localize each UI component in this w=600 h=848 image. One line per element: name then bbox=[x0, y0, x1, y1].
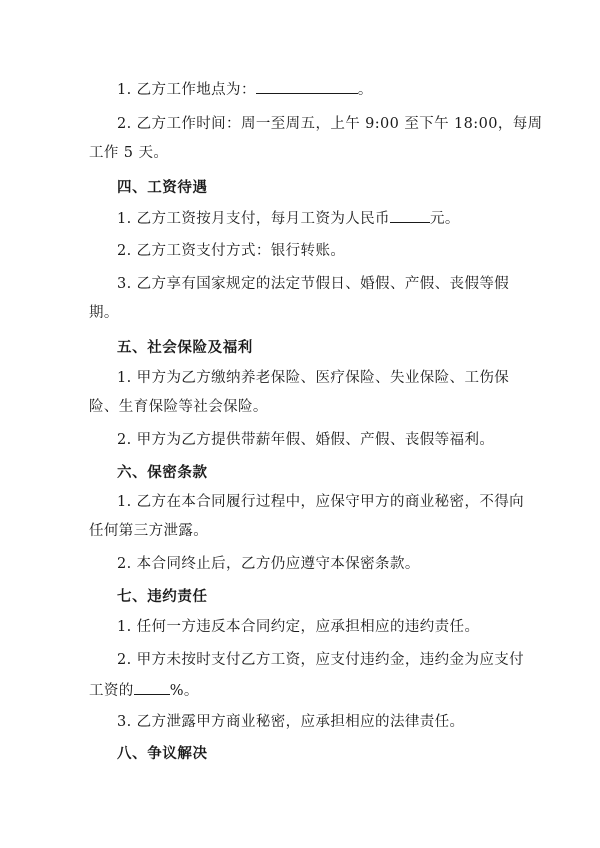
benefits-line: 2. 甲方为乙方提供带薪年假、婚假、产假、丧假等福利。 bbox=[117, 432, 495, 448]
insurance-line2: 险、生育保险等社会保险。 bbox=[89, 399, 268, 415]
penalty-percent-blank bbox=[134, 680, 170, 695]
insurance-line1: 1. 甲方为乙方缴纳养老保险、医疗保险、失业保险、工伤保 bbox=[117, 370, 510, 386]
work-location-blank bbox=[256, 79, 358, 94]
confidentiality-line1: 1. 乙方在本合同履行过程中，应保守甲方的商业秘密，不得向 bbox=[117, 494, 525, 510]
confidentiality-line2: 任何第三方泄露。 bbox=[89, 523, 209, 539]
work-location-text: 1. 乙方工作地点为： bbox=[117, 82, 256, 98]
salary-payment-method: 2. 乙方工资支付方式：银行转账。 bbox=[117, 243, 346, 259]
confidentiality-after-termination: 2. 本合同终止后，乙方仍应遵守本保密条款。 bbox=[117, 556, 420, 572]
section-7-title: 七、违约责任 bbox=[117, 589, 208, 605]
salary-amount-text: 1. 乙方工资按月支付，每月工资为人民币 bbox=[117, 211, 390, 227]
section-5-title: 五、社会保险及福利 bbox=[117, 340, 253, 356]
section-4-title: 四、工资待遇 bbox=[117, 180, 208, 196]
salary-amount-blank bbox=[390, 208, 430, 223]
salary-amount-line bbox=[117, 208, 460, 229]
section-8-title: 八、争议解决 bbox=[117, 746, 208, 762]
penalty-text: 工资的 bbox=[89, 683, 134, 699]
penalty-line2 bbox=[89, 680, 199, 701]
salary-amount-suffix: 元。 bbox=[429, 211, 460, 227]
section-6-title: 六、保密条款 bbox=[117, 465, 208, 481]
work-hours-line2: 工作 5 天。 bbox=[89, 145, 169, 161]
work-location-line bbox=[117, 79, 373, 100]
penalty-line1: 2. 甲方未按时支付乙方工资，应支付违约金，违约金为应支付 bbox=[117, 652, 525, 668]
leak-liability-line: 3. 乙方泄露甲方商业秘密，应承担相应的法律责任。 bbox=[117, 714, 465, 730]
work-hours-line1: 2. 乙方工作时间：周一至周五，上午 9:00 至下午 18:00，每周 bbox=[117, 116, 543, 132]
penalty-suffix: %。 bbox=[169, 683, 199, 699]
breach-line: 1. 任何一方违反本合同约定，应承担相应的违约责任。 bbox=[117, 619, 480, 635]
holiday-line1: 3. 乙方享有国家规定的法定节假日、婚假、产假、丧假等假 bbox=[117, 276, 510, 292]
holiday-line2: 期。 bbox=[89, 305, 119, 321]
work-location-suffix: 。 bbox=[357, 82, 373, 98]
